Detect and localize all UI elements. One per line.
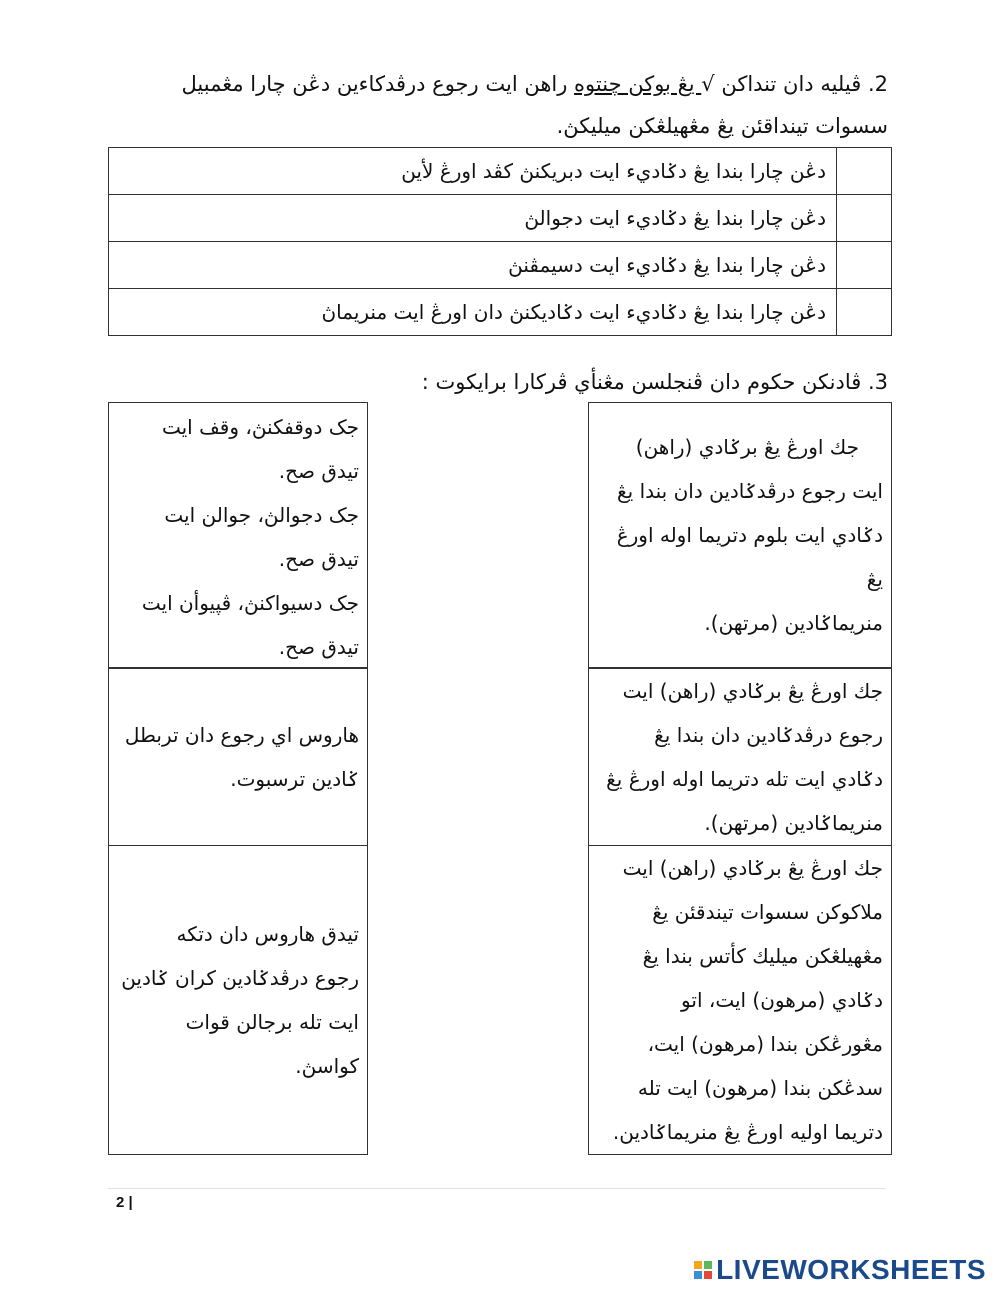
logo-square xyxy=(704,1271,712,1279)
option-row xyxy=(109,148,892,195)
answer-box[interactable] xyxy=(837,242,892,289)
ruling-line: ايت تله برجالن قوات کواسڽ. xyxy=(185,1010,359,1078)
situation-box-2[interactable] xyxy=(588,668,892,846)
question-2-underlined: يڠ بوکن چنتوه xyxy=(574,72,702,96)
answer-box[interactable] xyxy=(837,289,892,336)
answer-box[interactable] xyxy=(837,195,892,242)
ruling-line: رجوع درڤدݢادين کران ݢادين xyxy=(121,966,359,990)
logo-square xyxy=(704,1261,712,1269)
question-2-table xyxy=(108,147,892,336)
page-number: 2 | xyxy=(116,1194,133,1211)
ruling-line: تيدق صح. xyxy=(278,547,359,571)
ruling-box-2[interactable] xyxy=(108,668,368,846)
situation-line: دݢادي ايت بلوم دتريما اوله اورڠ يڠ xyxy=(616,523,883,591)
situation-box-3[interactable] xyxy=(588,845,892,1155)
ruling-line: تيدق هاروس دان دتکه xyxy=(176,922,359,946)
situation-line: جك اورڠ يڠ برݢادي (راهن) xyxy=(635,435,859,459)
situation-box-1[interactable] xyxy=(588,402,892,668)
situation-line: جك اورڠ يڠ برݢادي (راهن) ايت xyxy=(622,679,883,703)
option-text: دڠن چارا بندا يڠ دݢاديء ايت دسيمڤنڽ xyxy=(109,242,837,289)
situation-line: ايت رجوع درڤدݢادين دان بندا يڠ xyxy=(617,479,883,503)
ruling-line: جک دسيواکنڽ، ڤپيوأن ايت xyxy=(141,591,359,615)
question-2-text-a: ڤيليه دان تنداکن √ xyxy=(701,72,862,96)
option-row xyxy=(109,289,892,336)
question-2-number: 2. xyxy=(867,72,888,96)
question-3-title: 3. ڤادنکن حکوم دان ڤنجلسن مڠنأي ڤرکارا برايکوت : xyxy=(421,370,888,394)
ruling-line: تيدق صح. xyxy=(278,635,359,659)
situation-line: سدڠکن بندا (مرهون) ايت تله xyxy=(637,1076,883,1100)
ruling-box-3[interactable] xyxy=(108,845,368,1155)
logo-squares-icon xyxy=(694,1261,712,1279)
liveworksheets-logo xyxy=(694,1254,986,1286)
ruling-line: هاروس اي رجوع دان تربطل xyxy=(124,723,359,747)
option-row xyxy=(109,242,892,289)
situation-line: مڠهيلڠکن ميليك کأتس بندا يڠ xyxy=(642,944,883,968)
answer-box[interactable] xyxy=(837,148,892,195)
ruling-box-1[interactable] xyxy=(108,402,368,668)
situation-line: منريماݢادين (مرتهن). xyxy=(704,611,883,635)
question-2-line-1 xyxy=(108,64,888,104)
question-2-text-b: راهن ايت رجوع درڤدکاءين دڠن چارا مڠمبيل xyxy=(181,72,575,96)
ruling-line: ݢادين ترسبوت. xyxy=(230,767,359,791)
situation-line: دݢادي (مرهون) ايت، اتو xyxy=(681,988,883,1012)
situation-line: ملاکوکن سسوات تيندقئن يڠ xyxy=(652,900,883,924)
ruling-line: جک دوقفکنڽ، وقف ايت xyxy=(161,415,359,439)
option-row xyxy=(109,195,892,242)
ruling-line: تيدق صح. xyxy=(278,459,359,483)
option-text: دڠن چارا بندا يڠ دݢاديء ايت دݢاديکنڽ دان اورڠ ايت منريماڽ xyxy=(109,289,837,336)
situation-line: منريماݢادين (مرتهن). xyxy=(704,811,883,835)
ruling-line: جک دجوالڽ، جوالن ايت xyxy=(164,503,359,527)
logo-square xyxy=(694,1271,702,1279)
situation-line: جك اورڠ يڠ برݢادي (راهن) ايت xyxy=(622,856,883,880)
logo-square xyxy=(694,1261,702,1269)
option-text: دڠن چارا بندا يڠ دݢاديء ايت دجوالڽ xyxy=(109,195,837,242)
situation-line: مڠورڠکن بندا (مرهون) ايت، xyxy=(647,1032,883,1056)
question-2-line-2: سسوات تينداقئن يڠ مڠهيلڠکن ميليکڽ. xyxy=(556,114,888,138)
option-text: دڠن چارا بندا يڠ دݢاديء ايت دبريکنڽ کڤد اورڠ لأين xyxy=(109,148,837,195)
logo-text: LIVEWORKSHEETS xyxy=(716,1254,986,1285)
situation-line: دتريما اوليه اورڠ يڠ منريماݢادين. xyxy=(612,1120,883,1144)
situation-line: دݢادي ايت تله دتريما اوله اورڠ يڠ xyxy=(606,767,883,791)
situation-line: رجوع درڤدݢادين دان بندا يڠ xyxy=(654,723,883,747)
footer-divider xyxy=(108,1188,886,1189)
